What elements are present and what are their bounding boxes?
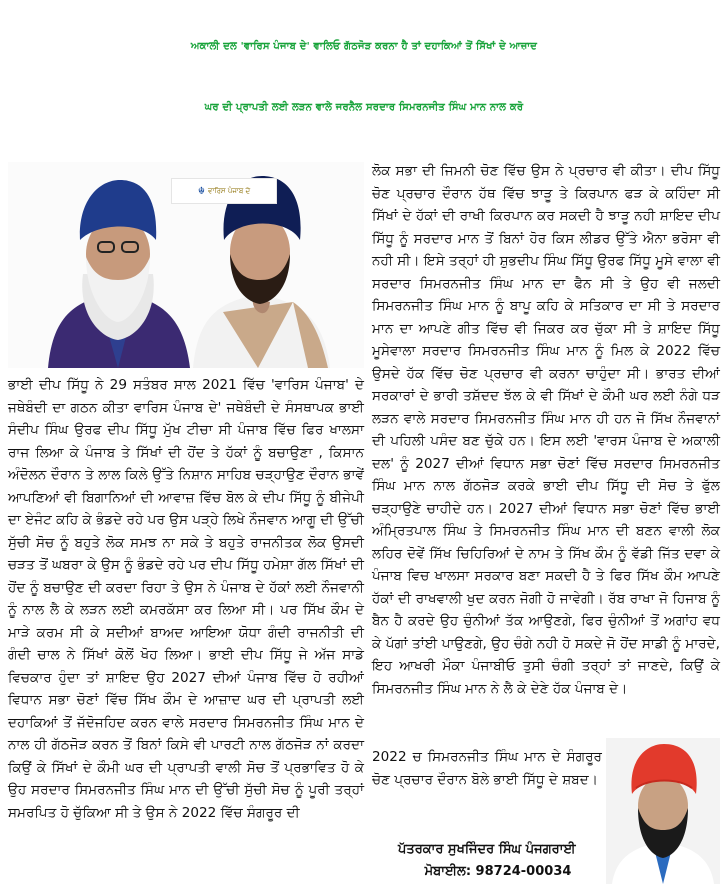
main-photo-logo-text: ਵਾਰਿਸ ਪੰਜਾਬ ਦੇ [207, 186, 251, 195]
main-photo-logo [171, 178, 277, 204]
author-photo [606, 738, 720, 884]
article-closing [372, 746, 602, 791]
article-paragraph: ਭਾਈ ਦੀਪ ਸਿੱਧੂ ਨੇ 29 ਸਤੰਬਰ ਸਾਲ 2021 ਵਿੱਚ 'ਵਾਰਿਸ ਪੰਜਾਬ' ਦੇ ਜਥੇਬੰਦੀ ਦਾ ਗਠਨ ਕੀਤਾ ਵਾਰਿਸ ਪੰਜਾਬ ਦੇ' ਜਥੇਬੰਦੀ ਦੇ ਸੰਸਥਾਪਕ ਭਾਈ ਸੰਦੀਪ ਸਿੰਘ ਉਰਫ ਦੀਪ ਸਿੱਧੂ ਮੁੱਖ ਟੀਚਾ ਸੀ ਪੰਜਾਬ ਵਿੱਚ ਫਿਰ ਖਾਲਸਾ ਰਾਜ ਲਿਆ ਕੇ ਪੰਜਾਬ ਤੇ ਸਿੱਖਾਂ ਦੀ ਹੋਂਦ ਤੇ ਹੱਕਾਂ ਨੂੰ ਬਚਾਉਣਾ , ਕਿਸਾਨ ਅੰਦੋਲਨ ਦੌਰਾਨ ਤੇ ਲਾਲ ਕਿਲੇ ਉੱਤੇ ਨਿਸ਼ਾਨ ਸਾਹਿਬ ਚੜ੍ਹਾਉਣ ਦੌਰਾਨ ਭਾਵੇਂ ਆਪਣਿਆਂ ਵੀ ਬਿਗਾਨਿਆਂ ਦੀ ਆਵਾਜ਼ ਵਿੱਚ ਬੋਲ ਕੇ ਦੀਪ ਸਿੱਧੂ ਨੂੰ ਬੀਜੇਪੀ ਦਾ ਏਜੰਟ ਕਹਿ ਕੇ ਭੰਡਦੇ ਰਹੇ ਪਰ ਉਸ ਪੜ੍ਹੇ ਲਿਖੇ ਨੌਜਵਾਨ ਆਗੂ ਦੀ ਉੱਚੀ ਸੁੱਚੀ ਸੋਚ ਨੂੰ ਬਹੁਤੇ ਲੋਕ ਸਮਝ ਨਾ ਸਕੇ ਤੇ ਬਹੁਤੇ ਰਾਜਨੀਤਕ ਲੋਕ ਉਸਦੀ ਚੜਤ ਤੋਂ ਘਬਰਾ ਕੇ ਉਸ ਨੂੰ ਭੰਡਦੇ ਰਹੇ ਪਰ ਦੀਪ ਸਿੱਧੂ ਹਮੇਸ਼ਾ ਗੱਲ ਸਿੱਖਾਂ ਦੀ ਹੋਂਦ ਨੂੰ ਬਚਾਉਣ ਦੀ ਕਰਦਾ ਰਿਹਾ ਤੇ ਉਸ ਨੇ ਪੰਜਾਬ ਦੇ ਹੱਕਾਂ ਲਈ ਨੌਜਵਾਨੀ ਨੂੰ ਨਾਲ ਲੈ ਕੇ ਲੜਨ ਲਈ ਕਮਰਕੱਸਾ ਕਰ ਲਿਆ ਸੀ। ਪਰ ਸਿੱਖ ਕੌਮ ਦੇ ਮਾੜੇ ਕਰਮ ਸੀ ਕੇ ਸਦੀਆਂ ਬਾਅਦ ਆਇਆ ਯੋਧਾ ਗੰਦੀ ਰਾਜਨੀਤੀ ਦੀ ਗੰਦੀ ਚਾਲ ਨੇ ਸਿੱਖਾਂ ਕੋਲੋਂ ਖੋਹ ਲਿਆ। ਭਾਈ ਦੀਪ ਸਿੱਧੂ ਜੇ ਅੱਜ ਸਾਡੇ ਵਿਚਕਾਰ ਹੁੰਦਾ ਤਾਂ ਸ਼ਾਇਦ ਉਹ 2027 ਦੀਆਂ ਪੰਜਾਬ ਵਿੱਚ ਹੋ ਰਹੀਆਂ ਵਿਧਾਨ ਸਭਾ ਚੋਣਾਂ ਵਿੱਚ ਸਿੱਖ ਕੌਮ ਦੇ ਆਜ਼ਾਦ ਘਰ ਦੀ ਪ੍ਰਾਪਤੀ ਲਈ ਦਹਾਕਿਆਂ ਤੋਂ ਜੱਦੋਜਹਿਦ ਕਰਨ ਵਾਲੇ ਸਰਦਾਰ ਸਿਮਰਨਜੀਤ ਸਿੰਘ ਮਾਨ ਦੇ ਨਾਲ ਹੀ ਗੱਠਜੋੜ ਕਰਨ ਤੋਂ ਬਿਨਾਂ ਕਿਸੇ ਵੀ ਪਾਰਟੀ ਨਾਲ ਗੱਠਜੋੜ ਨਾਂ ਕਰਦਾ ਕਿਉਂ ਕੇ ਸਿੱਖਾਂ ਦੇ ਕੌਮੀ ਘਰ ਦੀ ਪ੍ਰਾਪਤੀ ਵਾਲੀ ਸੋਚ ਤੋਂ ਪ੍ਰਭਾਵਿਤ ਹੋ ਕੇ ਉਹ ਸਰਦਾਰ ਸਿਮਰਨਜੀਤ ਸਿੰਘ ਮਾਨ ਦੀ ਉੱਚੀ ਸੁੱਚੀ ਸੋਚ ਨੂੰ ਪੂਰੀ ਤਰ੍ਹਾਂ ਸਮਰਪਿਤ ਹੋ ਚੁੱਕਿਆ ਸੀ ਤੇ ਉਸ ਨੇ 2022 ਵਿੱਚ ਸੰਗਰੂਰ ਦੀ [8, 377, 364, 821]
article-left-column [8, 374, 364, 824]
byline-phone: ਮੋਬਾਈਲ: 98724-00034 [424, 864, 572, 879]
author-photo-illustration [606, 738, 720, 884]
byline-name: ਪੱਤਰਕਾਰ ਸੁਖਜਿੰਦਰ ਸਿੰਘ ਪੰਜਗਰਾਈ [398, 842, 576, 857]
headline-line-1: ਅਕਾਲੀ ਦਲ 'ਵਾਰਿਸ ਪੰਜਾਬ ਦੇ' ਵਾਲਿਓ ਗੱਠਜੋੜ ਕਰਨਾ ਹੈ ਤਾਂ ਦਹਾਕਿਆਂ ਤੋਂ ਸਿੱਖਾਂ ਦੇ ਆਜ਼ਾਦ [190, 41, 538, 52]
khanda-icon: ☬ [197, 185, 205, 197]
headline-line-2: ਘਰ ਦੀ ਪ੍ਰਾਪਤੀ ਲਈ ਲੜਨ ਵਾਲੇ ਜਰਨੈਲ ਸਰਦਾਰ ਸਿਮਰਨਜੀਤ ਸਿੰਘ ਮਾਨ ਨਾਲ ਕਰੋ [204, 102, 524, 113]
article-closing-paragraph: 2022 ਚ ਸਿਮਰਨਜੀਤ ਸਿੰਘ ਮਾਨ ਦੇ ਸੰਗਰੂਰ ਚੋਣ ਪ੍ਰਚਾਰ ਦੌਰਾਨ ਬੋਲੇ ਭਾਈ ਸਿੱਧੂ ਦੇ ਸ਼ਬਦ। [372, 749, 602, 788]
article-paragraph: ਲੋਕ ਸਭਾ ਦੀ ਜਿਮਨੀ ਚੋਣ ਵਿੱਚ ਉਸ ਨੇ ਪ੍ਰਚਾਰ ਵੀ ਕੀਤਾ। ਦੀਪ ਸਿੱਧੂ ਚੋਣ ਪ੍ਰਚਾਰ ਦੌਰਾਨ ਹੱਥ ਵਿੱਚ ਝਾੜੂ ਤੇ ਕਿਰਪਾਨ ਫੜ ਕੇ ਕਹਿੰਦਾ ਸੀ ਸਿੱਖਾਂ ਦੇ ਹੱਕਾਂ ਦੀ ਰਾਖੀ ਕਿਰਪਾਨ ਕਰ ਸਕਦੀ ਹੈ ਝਾੜੂ ਨਹੀ ਸ਼ਾਇਦ ਦੀਪ ਸਿੱਧੂ ਨੂੰ ਸਰਦਾਰ ਮਾਨ ਤੋਂ ਬਿਨਾਂ ਹੋਰ ਕਿਸ ਲੀਡਰ ਉੱਤੇ ਐਨਾ ਭਰੋਸਾ ਵੀ ਨਹੀ ਸੀ। ਇਸੇ ਤਰ੍ਹਾਂ ਹੀ ਸ਼ੁਭਦੀਪ ਸਿੰਘ ਸਿੱਧੂ ਉਰਫ ਸਿੱਧੂ ਮੂਸੇ ਵਾਲਾ ਵੀ ਸਰਦਾਰ ਸਿਮਰਨਜੀਤ ਸਿੰਘ ਮਾਨ ਦਾ ਫੈਨ ਸੀ ਤੇ ਉਹ ਵੀ ਜਲਦੀ ਸਿਮਰਨਜੀਤ ਸਿੰਘ ਮਾਨ ਨੂੰ ਬਾਪੂ ਕਹਿ ਕੇ ਸਤਿਕਾਰ ਦਾ ਸੀ ਤੇ ਸਰਦਾਰ ਮਾਨ ਦਾ ਆਪਣੇ ਗੀਤ ਵਿੱਚ ਵੀ ਜਿਕਰ ਕਰ ਚੁੱਕਾ ਸੀ ਤੇ ਸ਼ਾਇਦ ਸਿੱਧੂ ਮੂਸੇਵਾਲਾ ਸਰਦਾਰ ਸਿਮਰਨਜੀਤ ਸਿੰਘ ਮਾਨ ਨੂੰ ਮਿਲ ਕੇ 2022 ਵਿੱਚ ਉਸਦੇ ਹੱਕ ਵਿੱਚ ਚੋਣ ਪ੍ਰਚਾਰ ਵੀ ਕਰਨਾ ਚਾਹੁੰਦਾ ਸੀ। ਭਾਰਤ ਦੀਆਂ ਸਰਕਾਰਾਂ ਦੇ ਭਾਰੀ ਤਸ਼ੱਦਦ ਝੱਲ ਕੇ ਵੀ ਸਿੱਖਾਂ ਦੇ ਕੌਮੀ ਘਰ ਲਈ ਨੰਗੇ ਧੜ ਲੜਨ ਵਾਲੇ ਸਰਦਾਰ ਸਿਮਰਨਜੀਤ ਸਿੰਘ ਮਾਨ ਹੀ ਹਨ ਜੋ ਸਿੱਖ ਨੌਜਵਾਨਾਂ ਦੀ ਪਹਿਲੀ ਪਸੰਦ ਬਣ ਚੁੱਕੇ ਹਨ। ਇਸ ਲਈ 'ਵਾਰਸ ਪੰਜਾਬ ਦੇ ਅਕਾਲੀ ਦਲ' ਨੂੰ 2027 ਦੀਆਂ ਵਿਧਾਨ ਸਭਾ ਚੋਣਾਂ ਵਿੱਚ ਸਰਦਾਰ ਸਿਮਰਨਜੀਤ ਸਿੰਘ ਮਾਨ ਨਾਲ ਗੱਠਜੋੜ ਕਰਕੇ ਭਾਈ ਦੀਪ ਸਿੱਧੂ ਦੀ ਸੋਚ ਤੇ ਫੁੱਲ ਚੜ੍ਹਾਉਣੇ ਚਾਹੀਦੇ ਹਨ। 2027 ਦੀਆਂ ਵਿਧਾਨ ਸਭਾ ਚੋਣਾਂ ਵਿੱਚ ਭਾਈ ਅੰਮ੍ਰਿਤਪਾਲ ਸਿੰਘ ਤੇ ਸਿਮਰਨਜੀਤ ਸਿੰਘ ਮਾਨ ਦੀ ਬਣਨ ਵਾਲੀ ਲੋਕ ਲਹਿਰ ਦੋਵੇਂ ਸਿੱਖ ਚਿਹਿਰਿਆਂ ਦੇ ਨਾਮ ਤੇ ਸਿੱਖ ਕੌਮ ਨੂੰ ਵੱਡੀ ਜਿੱਤ ਦਵਾ ਕੇ ਪੰਜਾਬ ਵਿਚ ਖਾਲਸਾ ਸਰਕਾਰ ਬਣਾ ਸਕਦੀ ਹੈ ਤੇ ਫਿਰ ਸਿੱਖ ਕੌਮ ਆਪਣੇ ਹੱਕਾਂ ਦੀ ਰਾਖਵਾਲੀ ਖੁਦ ਕਰਨ ਜੋਗੀ ਹੋ ਜਾਵੇਗੀ। ਰੱਬ ਰਾਖਾ ਜੋ ਹਿਜਾਬ ਨੂੰ ਬੈਨ ਹੈ ਕਰਦੇ ਉਹ ਚੁੰਨੀਆਂ ਤੱਕ ਆਉਣਗੇ, ਫਿਰ ਚੁੰਨੀਆਂ ਤੋਂ ਅਗਾਂਹ ਵਧ ਕੇ ਪੱਗਾਂ ਤਾਂਈ ਪਾਉਣਗੇ, ਉਹ ਚੰਗੇ ਨਹੀ ਹੋ ਸਕਦੇ ਜੋ ਹੋਂਦ ਸਾਡੀ ਨੂੰ ਮਾਰਦੇ, ਇਹ ਆਖਰੀ ਮੌਕਾ ਪੰਜਾਬੀਓ ਤੁਸੀ ਚੰਗੀ ਤਰ੍ਹਾਂ ਤਾਂ ਜਾਣਦੇ, ਕਿਉਂ ਕੇ ਸਿਮਰਨਜੀਤ ਸਿੰਘ ਮਾਨ ਨੇ ਲੈ ਕੇ ਦੇਣੇ ਹੱਕ ਪੰਜਾਬ ਦੇ। [372, 163, 720, 697]
article-right-column [372, 160, 720, 700]
